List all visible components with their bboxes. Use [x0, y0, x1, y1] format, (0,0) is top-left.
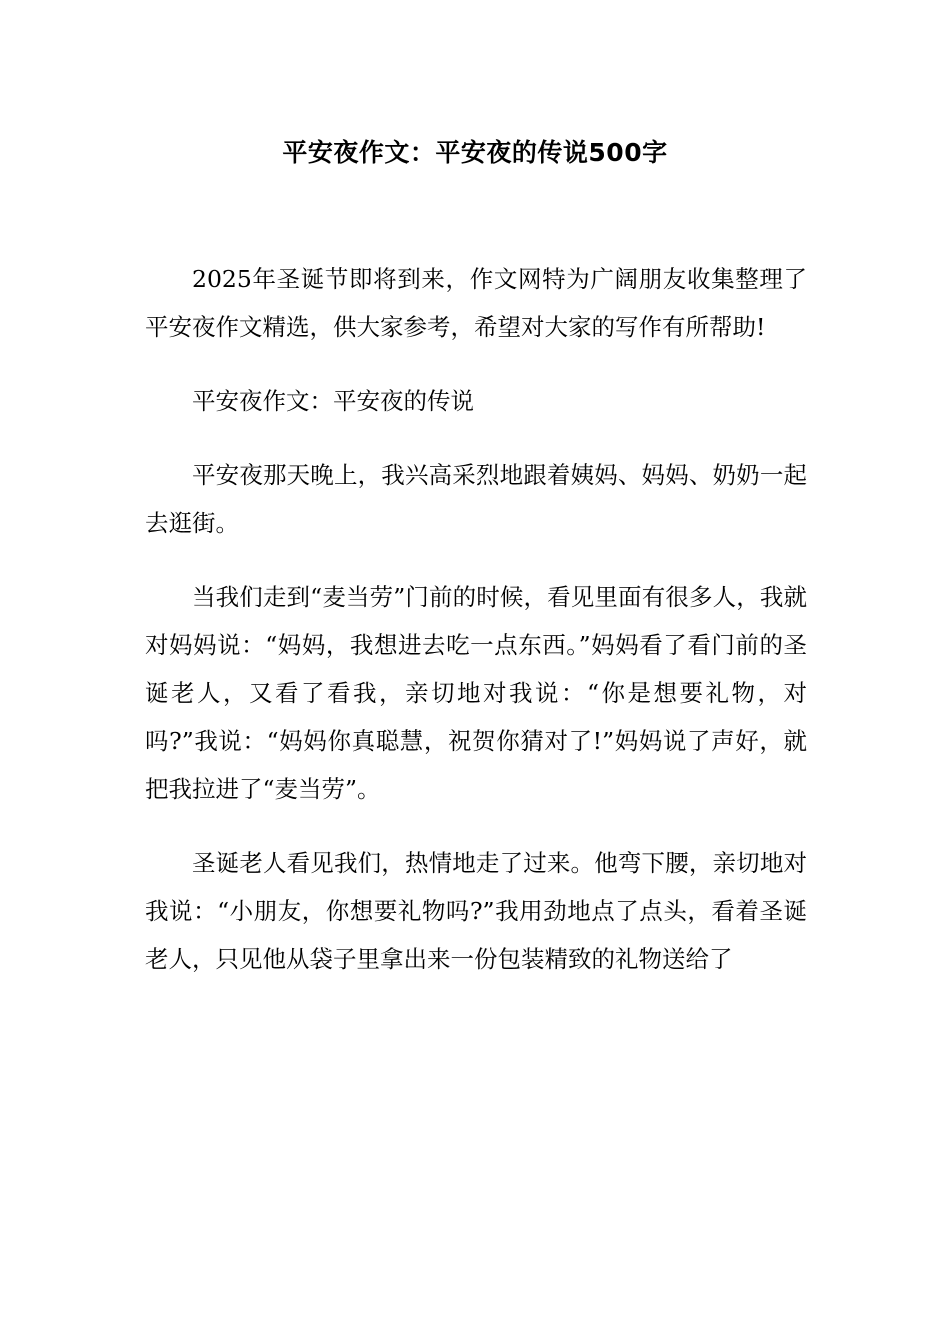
document-body	[145, 255, 807, 1009]
paragraph-story-3: 圣诞老人看见我们，热情地走了过来。他弯下腰，亲切地对我说：“小朋友，你想要礼物吗?”我用劲地点了点头，看着圣诞老人，只见他从袋子里拿出来一份包装精致的礼物送给了	[145, 849, 807, 973]
paragraph-story-1: 平安夜那天晚上，我兴高采烈地跟着姨妈、妈妈、奶奶一起去逛街。	[145, 461, 807, 537]
paragraph-subtitle: 平安夜作文：平安夜的传说	[192, 387, 474, 415]
document-title: 平安夜作文：平安夜的传说500字	[282, 138, 668, 167]
paragraph-intro: 2025年圣诞节即将到来，作文网特为广阔朋友收集整理了平安夜作文精选，供大家参考，希望对大家的写作有所帮助!	[145, 265, 807, 341]
paragraph-story-2: 当我们走到“麦当劳”门前的时候，看见里面有很多人，我就对妈妈说：“妈妈，我想进去吃一点东西。”妈妈看了看门前的圣诞老人，又看了看我，亲切地对我说：“你是想要礼物，对吗?”我说：“妈妈你真聪慧，祝贺你猜对了!”妈妈说了声好，就把我拉进了“麦当劳”。	[145, 583, 807, 803]
